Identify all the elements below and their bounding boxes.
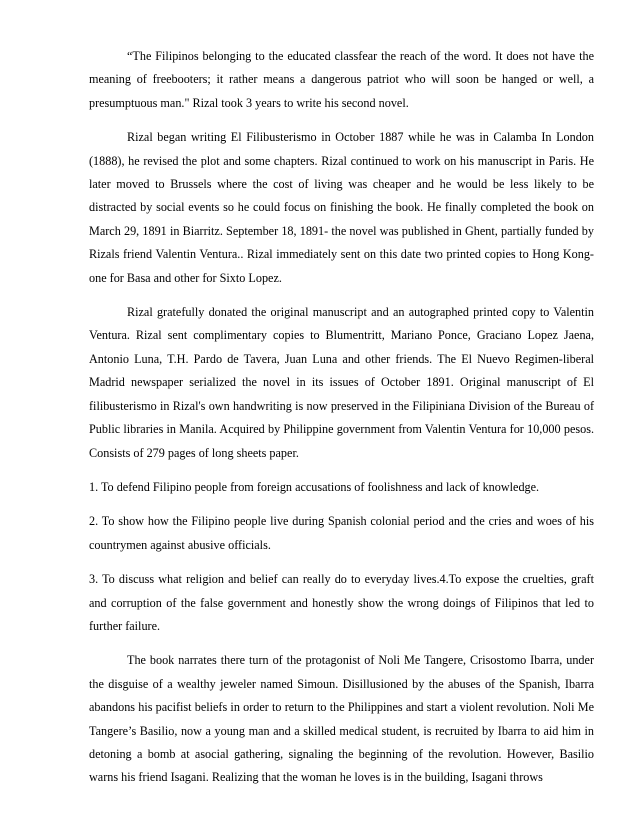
list-item-purpose-3: 3. To discuss what religion and belief can really do to everyday lives.4.To expose the cruelties, graft and corruption of the false government and honestly show the wrong doings of Filipinos that led to further failure. xyxy=(89,572,594,633)
paragraph-writing-history: Rizal began writing El Filibusterismo in October 1887 while he was in Calamba In London (1888), he revised the plot and some chapters. Rizal continued to work on his manuscript in Paris. He later moved to Brussels where the cost of living was cheaper and he would be less likely to be distracted by social events so he could focus on finishing the book. He finally completed the book on March 29, 1891 in Biarritz. September 18, 1891- the novel was published in Ghent, partially funded by Rizals friend Valentin Ventura.. Rizal immediately sent on this date two printed copies to Hong Kong- one for Basa and other for Sixto Lopez. xyxy=(89,130,594,285)
paragraph-summary: The book narrates there turn of the protagonist of Noli Me Tangere, Crisostomo Ibarra, under the disguise of a wealthy jeweler named Simoun. Disillusioned by the abuses of the Spanish, Ibarra abandons his pacifist beliefs in order to return to the Philippines and start a violent revolution. Noli Me Tangere’s Basilio, now a young man and a skilled medical student, is recruited by Ibarra to aid him in detoning a bomb at asocial gathering, signaling the beginning of the revolution. However, Basilio warns his friend Isagani. Realizing that the woman he loves is in the building, Isagani throws xyxy=(89,653,594,785)
list-item-purpose-2: 2. To show how the Filipino people live during Spanish colonial period and the cries and woes of his countrymen against abusive officials. xyxy=(89,514,594,552)
paragraph-quote: “The Filipinos belonging to the educated classfear the reach of the word. It does not have the meaning of freebooters; it rather means a dangerous patriot who will soon be hanged or well, a presumptuous man." Rizal took 3 years to write his second novel. xyxy=(89,49,594,110)
list-item-purpose-1: 1. To defend Filipino people from foreign accusations of foolishness and lack of knowledge. xyxy=(89,479,540,494)
paragraph-manuscript: Rizal gratefully donated the original manuscript and an autographed printed copy to Valentin Ventura. Rizal sent complimentary copies to Blumentritt, Mariano Ponce, Graciano Lopez Jaena, Antonio Luna, T.H. Pardo de Tavera, Juan Luna and other friends. The El Nuevo Regimen-liberal Madrid newspaper serialized the novel in its issues of October 1891. Original manuscript of El filibusterismo in Rizal's own handwriting is now preserved in the Filipiniana Division of the Bureau of Public libraries in Manila. Acquired by Philippine government from Valentin Ventura for 10,000 pesos. Consists of 279 pages of long sheets paper. xyxy=(89,305,594,460)
document-body xyxy=(89,45,594,790)
